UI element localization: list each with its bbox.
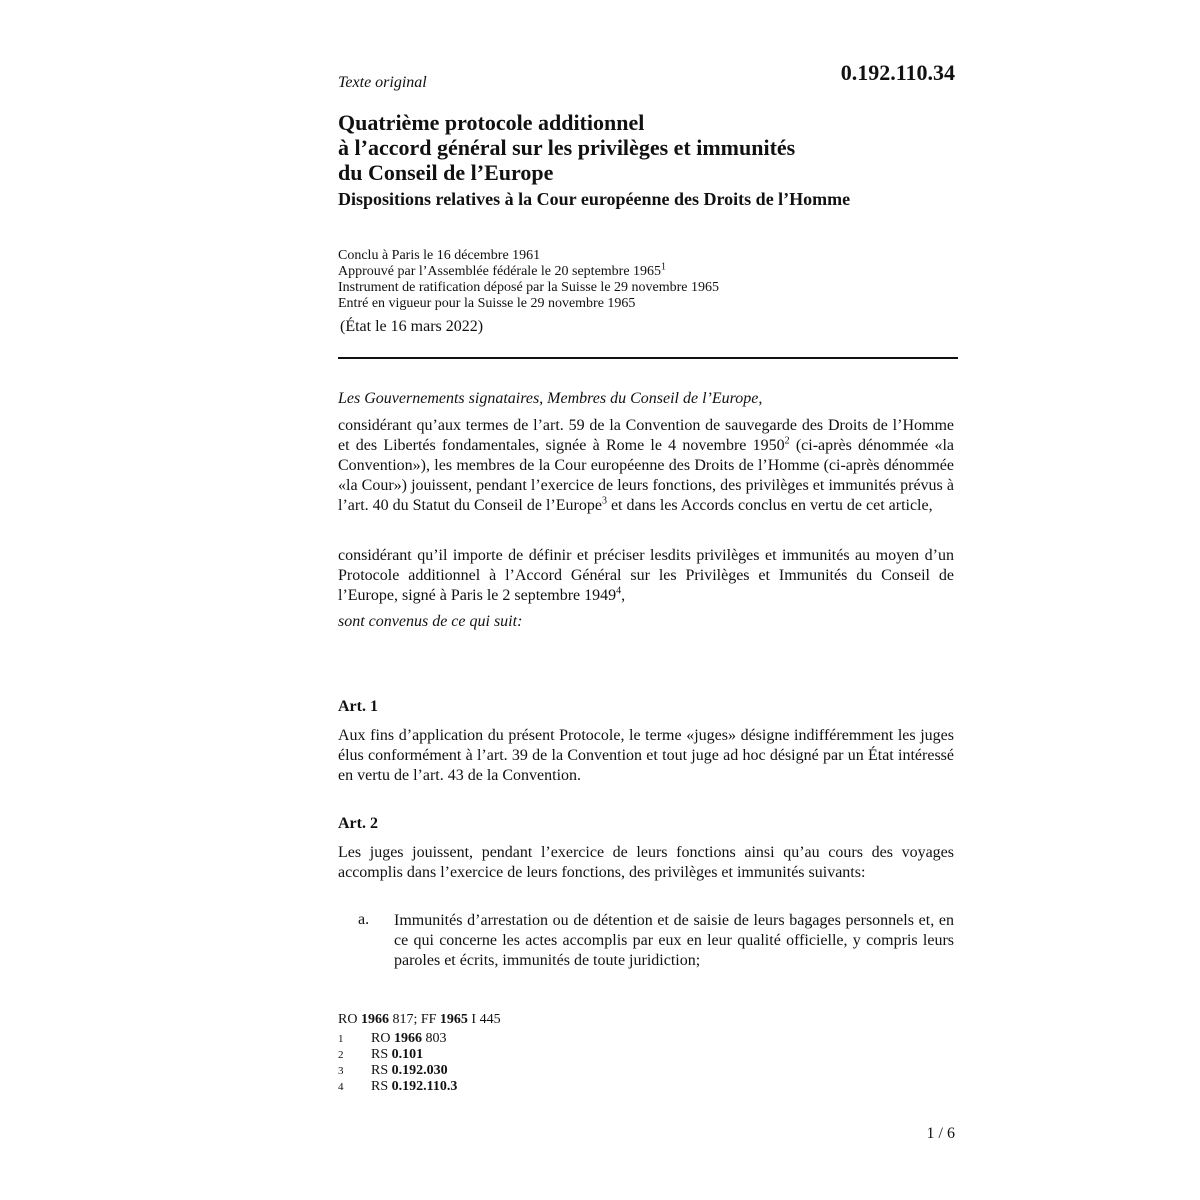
status-date: (État le 16 mars 2022): [340, 318, 484, 335]
title-line-3: du Conseil de l’Europe: [338, 160, 554, 185]
document-metadata: [338, 248, 719, 312]
source-ro-label: RO: [338, 1012, 361, 1027]
preamble-p1-text-b: (ci-après dénommée «la Convention»), les membres de la Cour européenne des Droits de l’Homme (ci-après dénommée «la Cour») jouissent, pendant l’exercice de leurs fonctions, des privilèges et immunités prévus à l’art. 40 du Statut du Conseil de l’Europe: [338, 437, 955, 514]
footnote-ref-4[interactable]: 4: [616, 585, 622, 597]
footnote-ref-1[interactable]: 1: [661, 261, 667, 273]
footnote-bold: 0.101: [391, 1047, 424, 1062]
preamble-closing: sont convenus de ce qui suit:: [338, 613, 523, 630]
page-number: 1 / 6: [926, 1125, 955, 1142]
preamble-p1-text-a: considérant qu’aux termes de l’art. 59 de la Convention de sauvegarde des Droits de l’Homme et des Libertés fondamentales, signée à Rome le 4 novembre 1950: [338, 417, 954, 454]
preamble-paragraph-1: [338, 416, 954, 516]
footnote-prefix: RO: [371, 1031, 394, 1046]
preamble-p2-text-a: considérant qu’il importe de définir et préciser lesdits privilèges et immunités au moyen d’un Protocole additionnel à l’Accord Général sur les Privilèges et Immunités du Conseil de l’Europe, signé à Paris le 2 septembre 1949: [338, 547, 954, 604]
footnote-text: [371, 1047, 423, 1063]
preamble-paragraph-2: [338, 546, 954, 606]
preamble-p2-text-b: ,: [621, 587, 626, 604]
footnote-number: 4: [338, 1081, 344, 1093]
article-2-heading: Art. 2: [338, 815, 378, 832]
article-2-text: Les juges jouissent, pendant l’exercice de leurs fonctions ainsi qu’au cours des voyages accomplis dans l’exercice de leurs fonctions, des privilèges et immunités suivants:: [338, 844, 954, 881]
list-item-marker: a.: [358, 911, 370, 928]
source-ff-year: 1965: [439, 1012, 468, 1027]
footnote-ref-3[interactable]: 3: [601, 495, 607, 507]
header-label: Texte original: [338, 74, 427, 91]
preamble-p1-text-c: et dans les Accords conclus en vertu de cet article,: [606, 497, 933, 514]
source-ro-year: 1966: [360, 1012, 389, 1027]
source-ff-page: I 445: [467, 1012, 501, 1027]
footnote-suffix: 803: [421, 1031, 447, 1046]
footnote-bold: 0.192.030: [391, 1063, 448, 1078]
title-line-1: Quatrième protocole additionnel: [338, 110, 645, 135]
meta-in-force: Entré en vigueur pour la Suisse le 29 novembre 1965: [338, 296, 636, 311]
sr-number: 0.192.110.34: [840, 60, 955, 85]
meta-ratification: Instrument de ratification déposé par la Suisse le 29 novembre 1965: [338, 280, 720, 295]
footnote-text: [371, 1063, 448, 1079]
preamble-intro: Les Gouvernements signataires, Membres du Conseil de l’Europe,: [338, 390, 763, 407]
title-line-2: à l’accord général sur les privilèges et immunités: [338, 135, 796, 160]
source-ro-page: 817; FF: [388, 1012, 440, 1027]
footnote-bold: 1966: [393, 1031, 422, 1046]
footnote-prefix: RS: [371, 1079, 392, 1094]
footnote-ref-2[interactable]: 2: [784, 435, 790, 447]
footnote-source: [338, 1012, 501, 1028]
footnote-number: 2: [338, 1049, 344, 1061]
footnote-number: 3: [338, 1065, 344, 1077]
footnote-text: [371, 1031, 446, 1047]
footnote-number: 1: [338, 1033, 344, 1045]
article-1-text: Aux fins d’application du présent Protocole, le terme «juges» désigne indifféremment les juges élus conformément à l’art. 39 de la Convention et tout juge ad hoc désigné par un État intéressé en vertu de l’art. 43 de la Convention.: [338, 727, 954, 784]
article-1-heading: Art. 1: [338, 698, 378, 715]
document-subtitle: Dispositions relatives à la Cour européenne des Droits de l’Homme: [338, 189, 851, 209]
footnote-prefix: RS: [371, 1063, 392, 1078]
document-title: [338, 110, 958, 185]
footnote-prefix: RS: [371, 1047, 392, 1062]
meta-concluded: Conclu à Paris le 16 décembre 1961: [338, 248, 541, 263]
header-divider: [338, 357, 958, 359]
meta-approved: [338, 261, 719, 280]
footnote-bold: 0.192.110.3: [391, 1079, 458, 1094]
meta-approved-text: Approuvé par l’Assemblée fédérale le 20 septembre 1965: [338, 264, 662, 279]
list-item-text: Immunités d’arrestation ou de détention et de saisie de leurs bagages personnels et, en ce qui concerne les actes accomplis par eux en leur qualité officielle, y compris leurs paroles et écrits, immunités de toute juridiction;: [394, 912, 954, 969]
footnote-text: [371, 1079, 457, 1095]
